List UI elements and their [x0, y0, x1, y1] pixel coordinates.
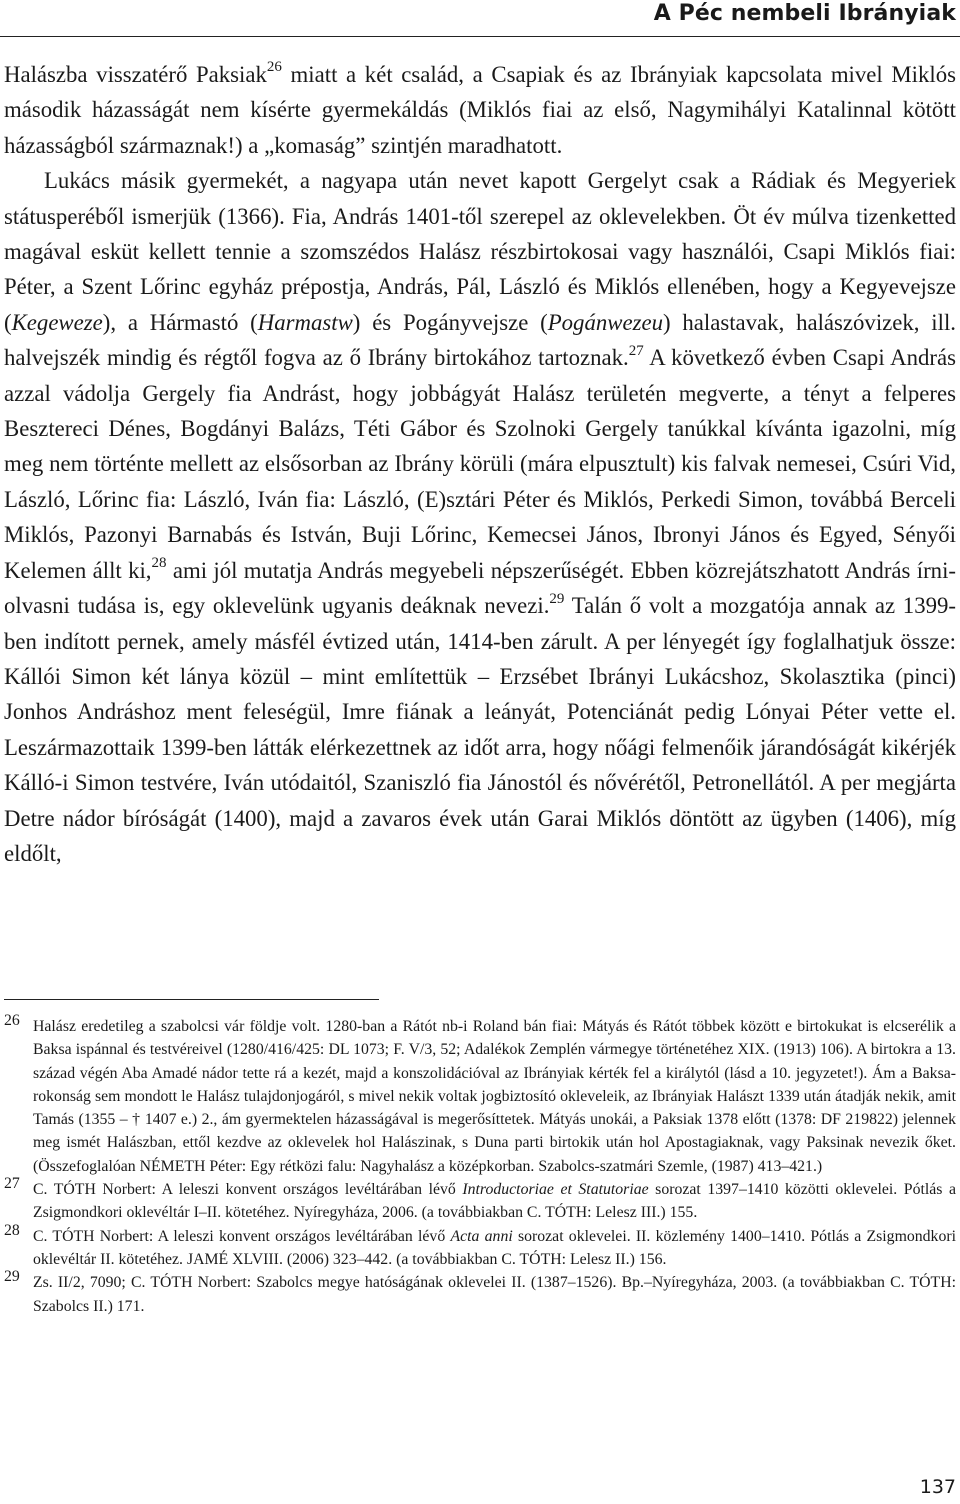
- footnote-27: [4, 1175, 956, 1225]
- italic-series-title: Introductoriae et Statutoriae: [462, 1181, 649, 1199]
- italic-place-name: Pogánwezeu: [547, 309, 663, 335]
- page-number: 137: [919, 1476, 956, 1498]
- paragraph-text: Lukács másik gyermekét, a nagyapa után nevet kapott Gergelyt csak a Rádiak és Megyeriek státusperéből ismerjük (1366). Fia, András 1401-től szerepel az oklevelekben. Öt év múlva tizenketted magával esküt kellett tennie a szomszédos Halász részbirtokosai vagy használói, Csapi Miklós fiai: Péter, a Szent Lőrinc egyház prépostja, András, Pál, László és Miklós ellenében, hogy a Kegyevejsze (: [4, 168, 956, 335]
- footnotes: [4, 1012, 956, 1318]
- italic-series-title: Acta anni: [450, 1227, 513, 1245]
- italic-place-name: Harmastw: [257, 309, 353, 335]
- footnote-text-part: sorozat 1397–1410 közötti oklevelei. Pótlás a Zsigmondkori oklevéltár I–II. kötetéhez. Nyíregyháza, 2006. (a továbbiakban C. TÓTH: Lelesz III.) 155.: [33, 1181, 956, 1222]
- footnote-text-part: C. TÓTH Norbert: A leleszi konvent országos levéltárában lévő: [33, 1227, 451, 1245]
- footnote-29: [4, 1268, 956, 1318]
- paragraph-text: miatt a két család, a Csapiak és az Ibrányiak kapcsolata mivel Miklós második házasságát nem kísérte gyermekáldás (Miklós fiai az első, Nagymihályi Katalinnal kötött házasságból származnak!) a „komaság” szintjén maradhatott.: [4, 62, 956, 158]
- footnote-text: Zs. II/2, 7090; C. TÓTH Norbert: Szabolcs megye hatóságának oklevelei II. (1387–1526). Bp.–Nyíregyháza, 2003. (a továbbiakban C. TÓTH: Szabolcs II.) 171.: [33, 1274, 956, 1315]
- footnote-number: 29: [4, 1268, 20, 1286]
- footnote-ref-26[interactable]: 26: [266, 59, 282, 76]
- footnote-number: 27: [4, 1175, 20, 1193]
- paragraph-text: Talán ő volt a mozgatója annak az 1399-ben indított pernek, amely másfél évtized után, 1414-ben zárult. A per lényegét így foglalhatjuk össze: Kállói Simon két lánya közül – mint említettük – Erzsébet Ibrányi Lukácshoz, Skolasztika (pinci) Jonhos Andráshoz ment feleségül, Imre fiának a leányát, Potenciánát pedig Lónyai Péter vette el. Leszármazottaik 1399-ben látták elérkezettnek az időt arra, hogy nőági felmenőik járandóságát kikérjék Kálló-i Simon testvére, Iván utódaitól, Szaniszló fia Jánostól és nővérétől, Petronellától. A per megjárta Detre nádor bíróságát (1400), majd a zavaros évek után Garai Miklós döntött az ügyben (1406), míg eldőlt,: [4, 593, 956, 866]
- paragraph-text: ), a Hármastó (: [102, 309, 258, 335]
- main-text: [4, 57, 956, 871]
- paragraph-text: A következő évben Csapi András azzal vádolja Gergely fia Andrást, hogy jobbágyát Halász területén megverte, a tényt a felperes Besztereci Dénes, Bogdányi Balázs, Téti Gábor és Szolnoki Gergely tanúkkal kívánta igazolni, míg meg nem történte mellett az elsősorban az Ibrány körüli (mára elpusztult) kis falvak nemesei, Csúri Vid, László, Lőrinc fia: László, Iván fia: László, (E)sztári Péter és Miklós, Perkedi Simon, továbbá Berceli Miklós, Pazonyi Barnabás és István, Buji Lőrinc, Kemecsei János, Ibronyi János és Egyed, Sényői Kelemen állt ki,: [4, 345, 956, 583]
- paragraph-text: ami jól mutatja András megyebeli népszerűségét. Ebben közrejátszhatott András írni-olvasni tudása is, egy oklevelünk ugyanis deáknak nevezi.: [4, 557, 956, 619]
- footnote-text: [33, 1178, 956, 1225]
- paragraph-text: ) halastavak, halászóvizek, ill. halvejszék mindig és régtől fogva az ő Ibrány birtokához tartoznak.: [4, 309, 956, 371]
- footnote-text-part: sorozat oklevelei. II. közlemény 1400–1410. Pótlás a Zsigmondkori oklevéltár II. kötetéhez. JAMÉ XLVIII. (2006) 323–442. (a továbbiakban C. TÓTH: Lelesz II.) 156.: [33, 1227, 956, 1268]
- footnote-ref-29[interactable]: 29: [549, 590, 565, 607]
- running-title: A Péc nembeli Ibrányiak: [653, 1, 956, 26]
- footnote-number: 28: [4, 1221, 20, 1239]
- paragraph-1: [4, 57, 956, 163]
- footnote-26: [4, 1012, 956, 1178]
- footnote-ref-28[interactable]: 28: [151, 555, 167, 572]
- footnote-text: [33, 1225, 956, 1272]
- paragraph-text: Halászba visszatérő Paksiak: [4, 62, 267, 87]
- paragraph-2: [4, 163, 956, 871]
- footnote-text: Halász eredetileg a szabolcsi vár földje volt. 1280-ban a Rátót nb-i Roland bán fiai: Mátyás és Rátót többek között e birtokukat is elcserélik a Baksa ispánnal és testvéreivel (1280/416/425: DL 1073; F. V/3, 52; Adalékok Zemplén vármegye történetéhez XIX. (1913) 106). A birtokra a 13. század végén Aba Amadé nádor tette rá a kezét, majd a konszolidációval az Ibrányiak kérték fel a királytól (lásd a 10. jegyzetet!). Ám a Baksa-rokonság sem mondott le Halász tulajdonjogáról, s mivel nekik voltak jogbiztosító okleveleik, az Ibrányiak Halászt 1339 után átadják nekik, amit Tamás (1355 – † 1407 e.) 2., ám gyermektelen házasságával is megerősíttetek. Mátyás unokái, a Paksiak 1378 előtt (1378: DF 219822) jelennek meg ismét Halászban, ettől kezdve az oklevelek hol Halászinak, s Duna parti birtokik után hol Apostagiaknak, vagy Paksinak nevezik őket. (Összefoglalóan NÉMETH Péter: Egy rétközi falu: Nagyhalász a középkorban. Szabolcs-szatmári Szemle, (1987) 413–421.): [33, 1018, 956, 1175]
- footnote-number: 26: [4, 1012, 20, 1029]
- paragraph-text: ) és Pogányvejsze (: [352, 309, 548, 335]
- footnote-separator: [4, 999, 379, 1000]
- italic-place-name: Kegeweze: [11, 309, 103, 335]
- footnote-text-part: C. TÓTH Norbert: A leleszi konvent országos levéltárában lévő: [33, 1181, 463, 1199]
- footnote-ref-27[interactable]: 27: [628, 342, 644, 359]
- footnote-28: [4, 1221, 956, 1272]
- running-header: [0, 0, 960, 37]
